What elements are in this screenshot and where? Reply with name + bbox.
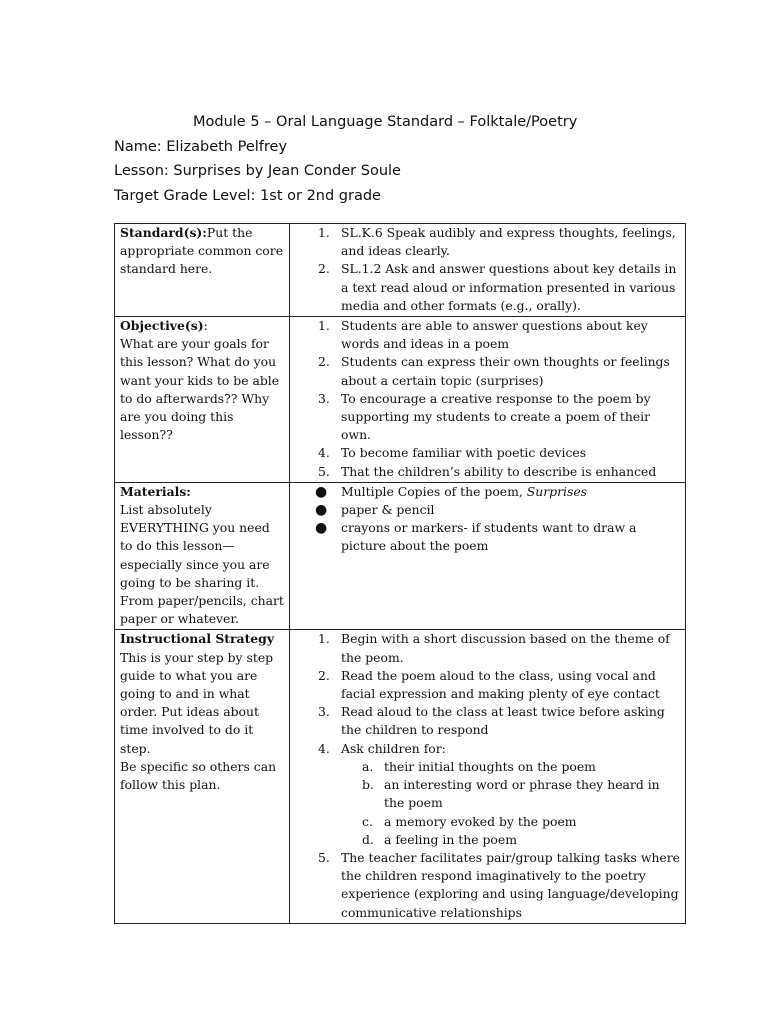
item-text: Read aloud to the class at least twice before asking the children to respond <box>341 704 665 738</box>
list-item <box>295 444 681 462</box>
document-title: Module 5 – Oral Language Standard – Folktale/Poetry <box>193 114 578 130</box>
item-number: 4. <box>318 740 330 756</box>
standards-row <box>115 224 686 317</box>
sub-list <box>341 758 681 849</box>
item-number: 5. <box>318 463 330 479</box>
item-text: The teacher facilitates pair/group talking tasks where the children respond imaginatively to the poetry experience (exploring and using language/developing communicative relationships <box>341 849 681 920</box>
strategy-prompt-cell <box>115 630 290 923</box>
sub-item-text: a memory evoked by the poem <box>384 813 577 829</box>
item-text: SL.K.6 Speak audibly and express thoughts, feelings, and ideas clearly. <box>341 225 676 259</box>
sub-item-text: their initial thoughts on the poem <box>384 758 596 774</box>
item-text: Read the poem aloud to the class, using vocal and facial expression and making plenty of eye contact <box>341 667 660 702</box>
objectives-colon: : <box>203 318 208 334</box>
objectives-content-cell <box>290 317 686 483</box>
list-item <box>295 703 681 739</box>
list-item <box>295 849 681 922</box>
standards-content-cell <box>290 224 686 317</box>
materials-list <box>295 483 681 556</box>
item-text: Ask children for: <box>341 740 446 756</box>
list-item <box>295 260 681 315</box>
list-item <box>295 463 681 481</box>
strategy-list <box>295 630 681 921</box>
objectives-prompt-cell <box>115 317 290 483</box>
item-text: Students can express their own thoughts or feelings about a certain topic (surprises) <box>341 354 670 388</box>
target-grade: Target Grade Level: 1st or 2nd grade <box>114 187 381 204</box>
item-number: 1. <box>318 318 330 334</box>
sub-list-item <box>341 758 681 776</box>
materials-prompt-cell <box>115 482 290 630</box>
sub-item-letter: d. <box>362 831 374 847</box>
sub-item-text: a feeling in the poem <box>384 831 517 847</box>
item-text: paper & pencil <box>341 502 435 518</box>
objectives-label: Objective(s) <box>120 318 204 334</box>
sub-item-letter: b. <box>362 777 374 793</box>
item-number: 3. <box>318 390 330 406</box>
item-text: SL.1.2 Ask and answer questions about key details in a text read aloud or information presented in various media and other formats (e.g., orally). <box>341 261 677 313</box>
item-number: 1. <box>318 631 330 647</box>
item-text: That the children’s ability to describe is enhanced <box>341 463 657 479</box>
lesson-plan-table <box>114 223 686 924</box>
sub-item-letter: c. <box>362 813 373 829</box>
list-item <box>295 501 681 519</box>
item-text: To encourage a creative response to the poem by supporting my students to create a poem of their own. <box>341 390 651 443</box>
item-number: 2. <box>318 261 330 277</box>
objectives-prompt: What are your goals for this lesson? What do you want your kids to be able to do afterwards?? Why are you doing this lesson?? <box>120 336 280 443</box>
item-number: 2. <box>318 667 330 683</box>
item-number: 1. <box>318 225 330 240</box>
materials-content-cell <box>290 482 686 630</box>
standards-prompt: Put the appropriate common core standard here. <box>120 225 284 277</box>
list-item <box>295 630 681 666</box>
strategy-label: Instructional Strategy <box>120 631 275 647</box>
sub-list-item <box>341 813 681 831</box>
list-item <box>295 390 681 445</box>
author-name: Name: Elizabeth Pelfrey <box>114 138 288 155</box>
sub-item-letter: a. <box>362 758 374 774</box>
item-text: To become familiar with poetic devices <box>341 445 587 461</box>
item-number: 5. <box>318 849 330 865</box>
sub-item-text: an interesting word or phrase they heard in the poem <box>384 777 660 811</box>
list-item <box>295 519 681 555</box>
item-number: 2. <box>318 354 330 370</box>
item-text: Students are able to answer questions about key words and ideas in a poem <box>341 318 648 352</box>
materials-row <box>115 482 686 630</box>
item-number: 4. <box>318 445 330 461</box>
document-header <box>114 110 694 208</box>
item-text: crayons or markers- if students want to draw a picture about the poem <box>341 520 637 554</box>
poem-title: Surprises <box>526 483 588 499</box>
bullet-icon: ● <box>315 502 328 519</box>
strategy-row <box>115 630 686 923</box>
sub-list-item <box>341 776 681 812</box>
list-item <box>295 317 681 353</box>
bullet-icon: ● <box>315 483 328 500</box>
materials-prompt: List absolutely EVERYTHING you need to do this lesson—especially since you are going to be sharing it. From paper/pencils, chart paper or whatever. <box>120 502 284 627</box>
lesson-title: Lesson: Surprises by Jean Conder Soule <box>114 163 401 179</box>
standards-list <box>295 224 681 315</box>
strategy-content-cell <box>290 630 686 923</box>
item-number: 3. <box>318 704 330 720</box>
list-item <box>295 667 681 703</box>
list-item <box>295 224 681 260</box>
item-text: Multiple Copies of the poem, <box>341 483 527 499</box>
standards-label: Standard(s): <box>120 225 207 240</box>
standards-prompt-cell <box>115 224 290 317</box>
list-item <box>295 483 681 501</box>
sub-list-item <box>341 831 681 849</box>
materials-label: Materials: <box>120 483 191 499</box>
objectives-list <box>295 317 681 481</box>
list-item <box>295 353 681 389</box>
bullet-icon: ● <box>315 520 328 537</box>
item-text: Begin with a short discussion based on the theme of the peom. <box>341 631 670 665</box>
list-item <box>295 740 681 849</box>
strategy-note: Be specific so others can follow this plan. <box>120 758 277 793</box>
objectives-row <box>115 317 686 483</box>
strategy-prompt: This is your step by step guide to what you are going to and in what order. Put ideas about time involved to do it step. <box>120 649 274 756</box>
